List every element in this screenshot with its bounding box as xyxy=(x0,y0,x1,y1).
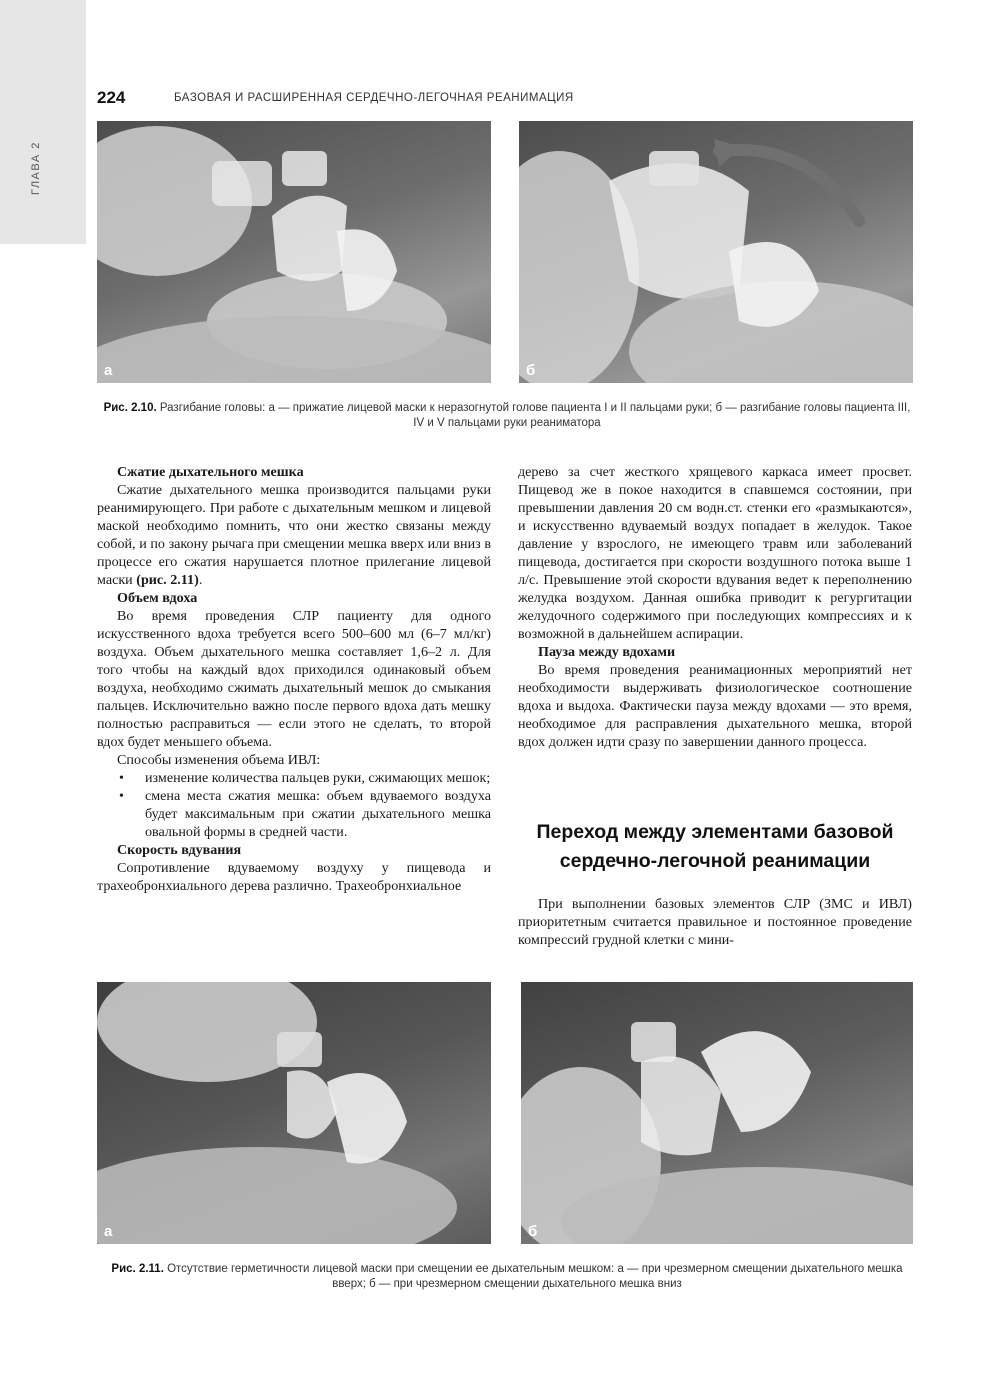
caption-label: Рис. 2.10. xyxy=(103,402,157,414)
section-title: Переход между элементами базовой сердечно-легочной реанимации xyxy=(536,821,894,872)
subheading-breath-volume: Объем вдоха xyxy=(117,590,198,606)
paragraph: дерево за счет жесткого хрящевого каркаса имеет просвет. Пищевод же в покое находится в спавшемся состоянии, при превышении давления 20 см водн.ст. стенки его «размыкаются», и искусственно вдуваемый воздух попадает в желудок. Такое давление у взрослого, не имеющего травм или заболеваний пищевода, достигается при скорости воздушного потока выше 1 л/с. Превышение этой скорости вдувания ведет к переполнению желудка воздухом. Данная ошибка приводит к регургитации желудочного содержимого при последующих компрессиях и к возможной в дальнейшем аспирации. xyxy=(518,464,912,642)
caption-text: Разгибание головы: а — прижатие лицевой маски к неразогнутой голове пациента I и II пальцами руки; б — разгибание головы пациента III, IV и V пальцами руки реаниматора xyxy=(156,402,911,429)
paragraph: Способы изменения объема ИВЛ: xyxy=(117,752,321,768)
paragraph-text: Сжатие дыхательного мешка производится пальцами руки реанимирующего. При работе с дыхательным мешком и лицевой маской необходимо помнить, что они жестко связаны между собой, и по закону рычага при смещении мешка вверх или вниз в процессе его сжатия нарушается плотное прилегание лицевой маски xyxy=(97,482,491,588)
paragraph xyxy=(97,481,491,589)
subheading-pause-between-breaths: Пауза между вдохами xyxy=(538,644,676,660)
paragraph-end: . xyxy=(198,572,203,588)
figure-2-10-caption xyxy=(97,401,917,431)
bullet-icon: • xyxy=(119,770,124,786)
paragraph: При выполнении базовых элементов СЛР (ЗМС и ИВЛ) приоритетным считается правильное и постоянное проведение компрессий грудной клетки с мини- xyxy=(518,896,912,948)
paragraph: Сопротивление вдуваемому воздуху у пищевода и трахеобронхиального дерева различно. Трахеобронхиальное xyxy=(97,860,491,894)
subheading-bag-compression: Сжатие дыхательного мешка xyxy=(117,464,304,480)
list-item xyxy=(97,787,491,841)
right-text-column-top xyxy=(518,463,912,751)
figure-reference: (рис. 2.11) xyxy=(136,572,199,588)
bullet-list xyxy=(97,769,491,841)
panel-letter-b: б xyxy=(528,1223,538,1240)
panel-letter-a: а xyxy=(104,1223,113,1240)
list-item-text: изменение количества пальцев руки, сжимающих мешок; xyxy=(145,770,491,786)
running-title: БАЗОВАЯ И РАСШИРЕННАЯ СЕРДЕЧНО-ЛЕГОЧНАЯ РЕАНИМАЦИЯ xyxy=(174,92,574,104)
page-header xyxy=(97,88,917,110)
figure-2-10b-photo xyxy=(519,121,913,383)
paragraph: Во время проведения реанимационных мероприятий нет необходимости выдерживать физиологическое соотношение вдоха и выдоха. Фактически пауза между вдохами — это время, необходимое для расправления дыхательного мешка, второй вдох должен идти сразу по завершении данного процесса. xyxy=(518,662,912,750)
photo-illustration xyxy=(519,121,913,383)
figure-2-10a-photo xyxy=(97,121,491,383)
photo-illustration xyxy=(97,982,491,1244)
list-item-text: смена места сжатия мешка: объем вдуваемого воздуха будет максимальным при сжатии дыхательного мешка овальной формы в средней части. xyxy=(145,788,491,840)
chapter-label: ГЛАВА 2 xyxy=(30,141,42,195)
panel-letter-a: а xyxy=(104,362,113,379)
photo-illustration xyxy=(521,982,913,1244)
figure-2-11a-photo xyxy=(97,982,491,1244)
bullet-icon: • xyxy=(119,788,124,804)
caption-text: Отсутствие герметичности лицевой маски при смещении ее дыхательным мешком: а — при чрезмерном смещении дыхательного мешка вверх; б — при чрезмерном смещении дыхательного мешка вниз xyxy=(163,1263,903,1290)
panel-letter-b: б xyxy=(526,362,536,379)
left-text-column xyxy=(97,463,491,895)
chapter-side-tab xyxy=(0,0,86,244)
right-text-column-bottom xyxy=(518,895,912,949)
figure-2-11b-photo xyxy=(521,982,913,1244)
photo-illustration xyxy=(97,121,491,383)
list-item xyxy=(97,769,491,787)
figure-2-11-caption xyxy=(97,1262,917,1292)
subheading-inflation-rate: Скорость вдувания xyxy=(117,842,242,858)
page-number: 224 xyxy=(97,88,126,107)
caption-label: Рис. 2.11. xyxy=(111,1263,164,1275)
paragraph: Во время проведения СЛР пациенту для одного искусственного вдоха требуется всего 500–600 мл (6–7 мл/кг) воздуха. Объем дыхательного мешка составляет 1,6–2 л. Для того чтобы на каждый вдох приходился одинаковый объем воздуха, необходимо сжимать дыхательный мешок до смыкания пальцев. Исключительно важно после первого вдоха дать мешку полностью расправиться — если этого не сделать, то второй вдох будет меньшего объема. xyxy=(97,608,491,750)
